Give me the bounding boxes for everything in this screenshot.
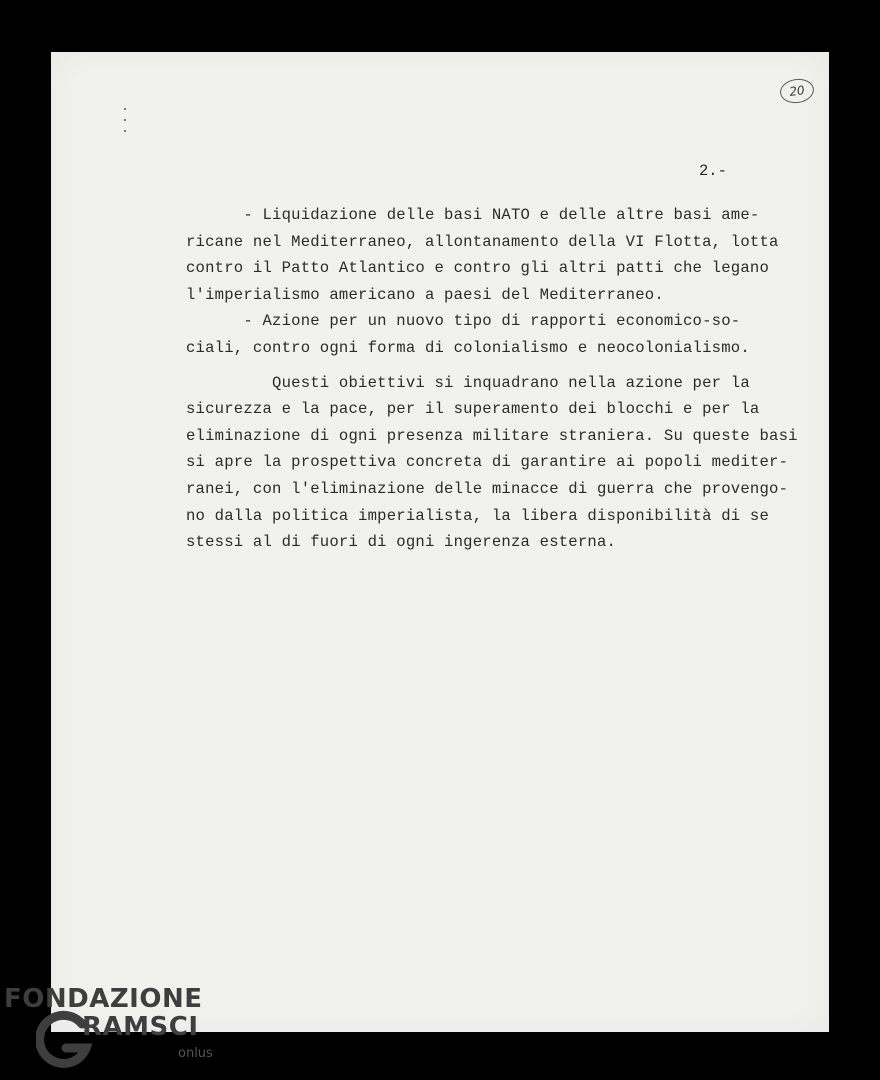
document-page: [51, 52, 829, 1032]
punch-marks: [124, 108, 126, 141]
page-number: 2.-: [699, 162, 727, 180]
text-line: no dalla politica imperialista, la libera disponibilità di se: [186, 506, 770, 525]
logo-text-line2: RAMSCI: [82, 1012, 199, 1042]
body-text: [186, 202, 798, 556]
text-line: sicurezza e la pace, per il superamento dei blocchi e per la: [186, 400, 760, 419]
text-line: stessi al di fuori di ogni ingerenza esterna.: [186, 533, 617, 552]
archive-stamp: 20: [778, 77, 815, 105]
text-line: l'imperialismo americano a paesi del Mediterraneo.: [186, 285, 664, 304]
text-line: si apre la prospettiva concreta di garantire ai popoli mediter-: [186, 453, 789, 472]
text-line: ranei, con l'eliminazione delle minacce di guerra che provengo-: [186, 479, 789, 498]
text-line: ricane nel Mediterraneo, allontanamento della VI Flotta, lotta: [186, 232, 779, 251]
text-line: - Azione per un nuovo tipo di rapporti economico-so-: [186, 312, 741, 331]
text-line: ciali, contro ogni forma di colonialismo e neocolonialismo.: [186, 338, 750, 357]
logo-text-line1: FONDAZIONE: [4, 984, 203, 1014]
fondazione-gramsci-logo: [4, 984, 219, 1076]
text-line: eliminazione di ogni presenza militare straniera. Su queste basi: [186, 426, 798, 445]
text-line: Questi obiettivi si inquadrano nella azione per la: [186, 373, 750, 392]
text-line: - Liquidazione delle basi NATO e delle altre basi ame-: [186, 206, 760, 224]
logo-suffix: onlus: [178, 1046, 213, 1061]
text-line: contro il Patto Atlantico e contro gli altri patti che legano: [186, 259, 770, 278]
